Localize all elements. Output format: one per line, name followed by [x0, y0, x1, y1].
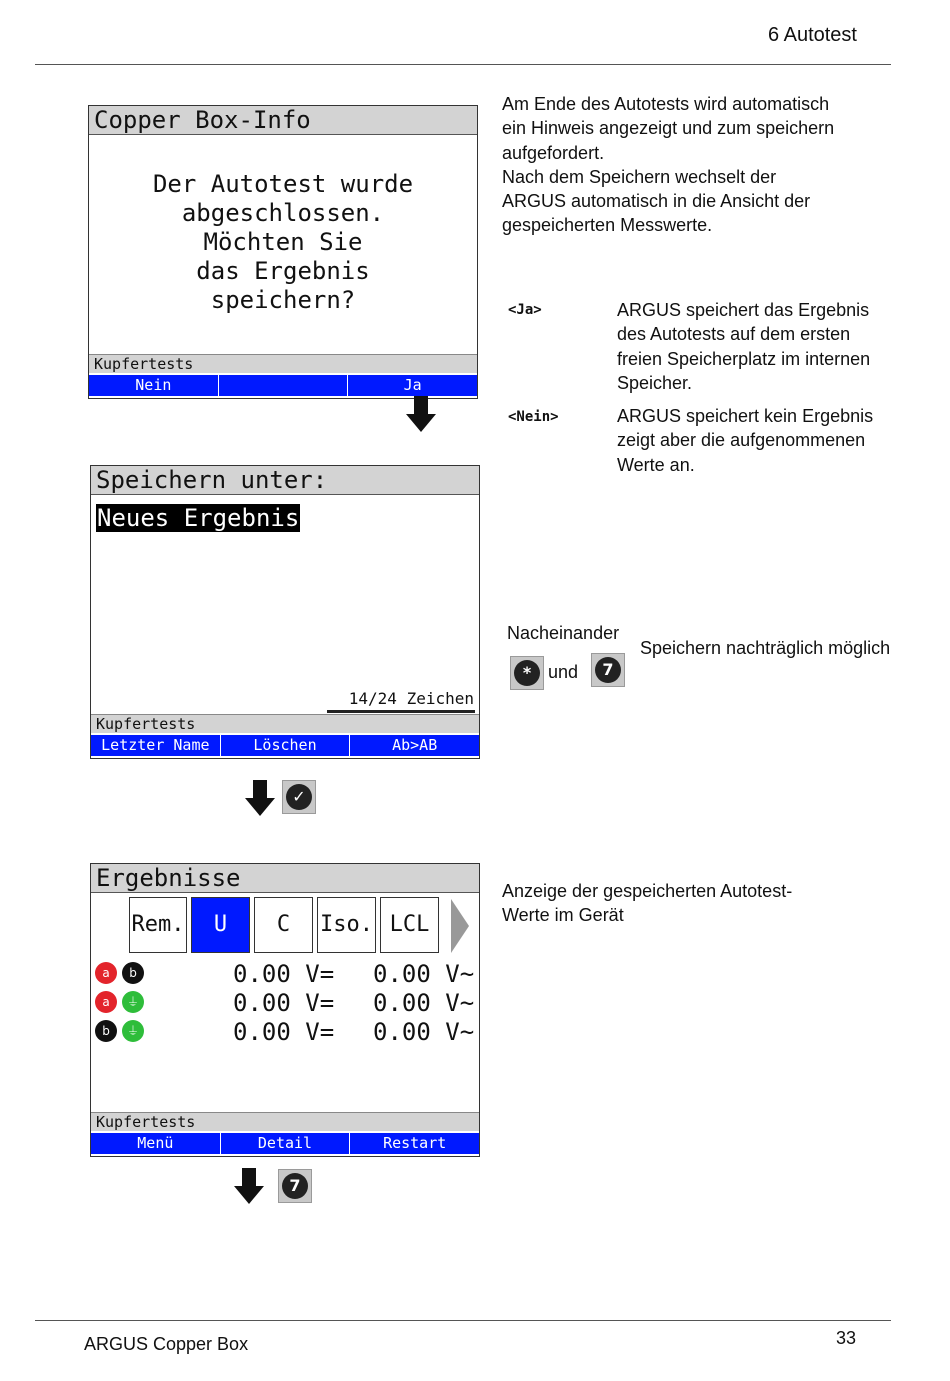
softkey-nein[interactable]: Nein: [89, 375, 219, 396]
status-bar: Kupfertests: [91, 1112, 479, 1131]
save-as-screen: [90, 465, 480, 759]
down-arrow-icon: [406, 396, 436, 432]
results-screen: [90, 863, 480, 1157]
ok-key-icon[interactable]: ✓: [282, 780, 316, 814]
info-dialog-screen: [88, 105, 478, 399]
key-7-icon[interactable]: 7: [278, 1169, 312, 1203]
char-counter: 14/24 Zeichen: [348, 689, 474, 708]
softkey-menu[interactable]: Menü: [91, 1133, 221, 1154]
softkey-letzter-name[interactable]: Letzter Name: [91, 735, 221, 756]
screen-title: Copper Box-Info: [89, 106, 477, 135]
dc-voltage: 0.00 V=: [233, 960, 335, 988]
earth-icon: ⏚: [122, 991, 144, 1013]
tab-c[interactable]: C: [254, 897, 313, 953]
sequence-label: Nacheinander: [507, 623, 620, 643]
screen-title: Speichern unter:: [91, 466, 479, 495]
wire-a-icon: a: [95, 991, 117, 1013]
chapter-title: 6 Autotest: [768, 24, 857, 46]
wire-b-icon: b: [95, 1020, 117, 1042]
filename-input[interactable]: Neues Ergebnis: [97, 504, 300, 532]
softkey-loeschen[interactable]: Löschen: [221, 735, 351, 756]
footer-product: ARGUS Copper Box: [84, 1334, 249, 1354]
softkey-restart[interactable]: Restart: [383, 1134, 447, 1152]
page-number: 33: [836, 1328, 857, 1348]
nein-key-label: <Nein>: [508, 409, 559, 425]
dialog-message: Der Autotest wurde abgeschlossen. Möchten Sie das Ergebnis speichern?: [152, 170, 414, 314]
softkey-ab-case[interactable]: Ab>AB: [392, 736, 438, 754]
ac-voltage: 0.00 V~: [373, 1018, 475, 1046]
footer-rule: [35, 1320, 891, 1321]
tab-rem[interactable]: Rem.: [129, 897, 187, 953]
softkey-empty[interactable]: [219, 375, 349, 396]
status-bar: Kupfertests: [89, 354, 477, 373]
earth-icon: ⏚: [122, 1020, 144, 1042]
key-7-icon[interactable]: 7: [591, 653, 625, 687]
softkey-bar: [89, 375, 477, 396]
measurement-row-b-earth: [95, 1019, 475, 1045]
intro-text: Am Ende des Autotests wird automatisch ein Hinweis angezeigt und zum speichern aufgefordert. Nach dem Speichern wechselt der ARGUS automatisch in die Ansicht der gespeicherten Messwerte.: [502, 94, 835, 236]
softkey-bar: [91, 1133, 479, 1154]
measurement-row-a-earth: [95, 990, 475, 1016]
screen-title: Ergebnisse: [91, 864, 479, 893]
ac-voltage: 0.00 V~: [373, 989, 475, 1017]
ja-description: ARGUS speichert das Ergebnis des Autotests auf dem ersten freien Speicherplatz im internen Speicher.: [617, 300, 871, 393]
ja-key-label: <Ja>: [508, 302, 542, 318]
down-arrow-icon: [245, 780, 275, 816]
results-description: Anzeige der gespeicherten Autotest- Werte im Gerät: [502, 881, 793, 926]
softkey-bar: [91, 735, 479, 756]
status-bar: Kupfertests: [91, 714, 479, 733]
down-arrow-icon: [234, 1168, 264, 1204]
counter-underline: [327, 710, 475, 713]
measurement-row-a-b: [95, 961, 475, 987]
dc-voltage: 0.00 V=: [233, 1018, 335, 1046]
tab-lcl[interactable]: LCL: [380, 897, 439, 953]
softkey-detail[interactable]: Detail: [221, 1133, 351, 1154]
wire-a-icon: a: [95, 962, 117, 984]
ac-voltage: 0.00 V~: [373, 960, 475, 988]
dc-voltage: 0.00 V=: [233, 989, 335, 1017]
nein-description: ARGUS speichert kein Ergebnis zeigt aber die aufgenommenen Werte an.: [617, 406, 874, 475]
header-rule: [35, 64, 891, 65]
wire-b-icon: b: [122, 962, 144, 984]
sequence-description: Speichern nachträglich möglich: [640, 638, 891, 658]
softkey-ja[interactable]: Ja: [403, 376, 422, 394]
star-key-icon[interactable]: *: [510, 656, 544, 690]
tab-scroll-right-icon[interactable]: [451, 899, 469, 953]
and-text: und: [548, 662, 579, 682]
tab-iso[interactable]: Iso.: [317, 897, 376, 953]
tab-u[interactable]: U: [191, 897, 250, 953]
